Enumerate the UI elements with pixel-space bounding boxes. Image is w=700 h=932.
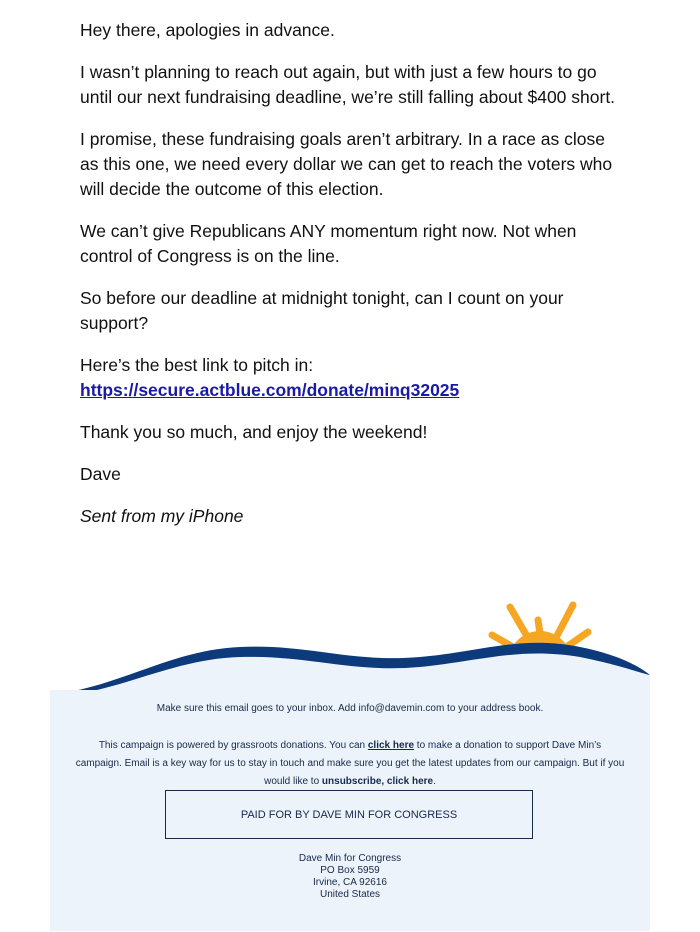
email-body — [80, 18, 625, 546]
paragraph-2: I promise, these fundraising goals aren’t arbitrary. In a race as close as this one, we need every dollar we can get to reach the voters who will decide the outcome of this election. — [80, 129, 613, 199]
address-po-box: PO Box 5959 — [320, 865, 380, 876]
sent-from-line: Sent from my iPhone — [80, 506, 244, 526]
thanks-line: Thank you so much, and enjoy the weekend! — [80, 422, 428, 442]
address-city: Irvine, CA 92616 — [313, 877, 387, 888]
signature: Dave — [80, 464, 121, 484]
link-intro: Here’s the best link to pitch in: — [80, 355, 314, 375]
unsubscribe-link[interactable]: unsubscribe, click here — [321, 776, 434, 787]
footer-text-2: to make a donation to support Dave Min’s campaign. Email is a key way for us to stay in touch and make sure you get the latest updates from our campaign. But if you would like to — [75, 740, 625, 787]
address-country: United States — [319, 889, 381, 900]
footer-text-1: This campaign is powered by grassroots donations. You can — [98, 740, 368, 751]
email-footer — [50, 690, 650, 931]
inbox-note: Make sure this email goes to your inbox. Add info@davemin.com to your address book. — [156, 703, 544, 714]
paragraph-4: So before our deadline at midnight tonight, can I count on your support? — [80, 288, 564, 333]
paid-for-disclaimer: PAID FOR BY DAVE MIN FOR CONGRESS — [165, 790, 533, 839]
footer-paragraph — [75, 737, 625, 791]
donate-link[interactable]: https://secure.actblue.com/donate/minq32025 — [80, 380, 460, 400]
paragraph-5 — [80, 353, 625, 403]
wave-sun-graphic — [0, 595, 700, 705]
mailing-address — [50, 853, 650, 901]
address-name: Dave Min for Congress — [298, 853, 402, 864]
footer-text-end: . — [433, 776, 436, 787]
paragraph-1: I wasn’t planning to reach out again, but with just a few hours to go until our next fundraising deadline, we’re still falling about $400 short. — [80, 62, 616, 107]
greeting: Hey there, apologies in advance. — [80, 20, 335, 40]
paragraph-3: We can’t give Republicans ANY momentum right now. Not when control of Congress is on the line. — [80, 221, 577, 266]
donate-click-here-link[interactable]: click here — [367, 740, 415, 751]
